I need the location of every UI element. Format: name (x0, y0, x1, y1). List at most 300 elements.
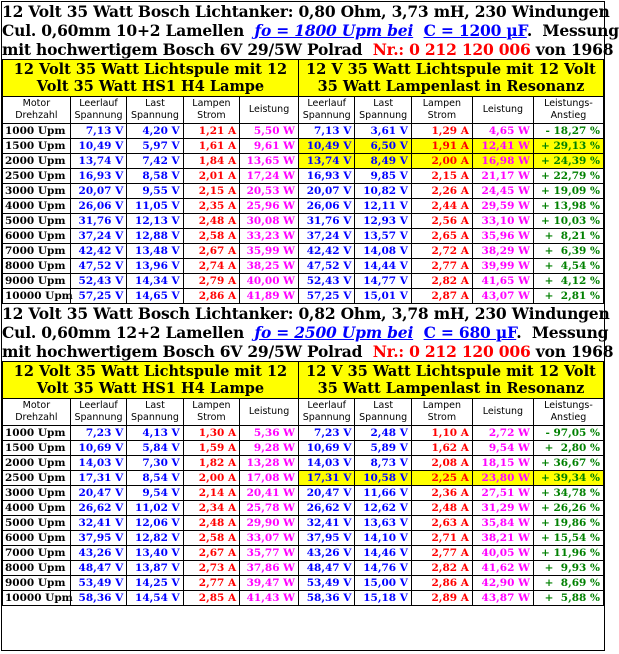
table-cell: 2000 Upm (3, 456, 71, 471)
table-cell: 2,82 A (411, 561, 472, 576)
table-cell: 3000 Upm (3, 486, 71, 501)
table-cell: 10,58 V (355, 471, 411, 486)
column-header: Last Spannung (127, 97, 183, 124)
table-row (3, 124, 604, 139)
setup-right-header: 12 V 35 Watt Lichtspule mit 12 Volt 35 Watt Lampenlast in Resonanz (298, 362, 603, 399)
table-cell: 2,34 A (183, 501, 239, 516)
table-cell: 57,25 V (70, 289, 126, 304)
table-cell: 18,15 W (472, 456, 533, 471)
column-header: Leerlauf Spannung (70, 399, 126, 426)
table-cell: + 4,54 % (533, 259, 603, 274)
table-row (3, 274, 604, 289)
table-cell: 1000 Upm (3, 426, 71, 441)
column-header: Last Spannung (355, 97, 411, 124)
title-line-2-suffix: . Messung (516, 323, 609, 342)
table-cell: 30,08 W (240, 214, 299, 229)
title-line-3-prefix: mit hochwertigem Bosch 6V 29/5W Polrad (2, 342, 373, 361)
table-cell: 53,49 V (298, 576, 354, 591)
column-header: Leistung (472, 97, 533, 124)
table-cell: 37,24 V (70, 229, 126, 244)
measurement-table (2, 59, 604, 304)
table-row (3, 486, 604, 501)
section-title (2, 2, 619, 59)
table-cell: + 6,39 % (533, 244, 603, 259)
table-cell: 4,65 W (472, 124, 533, 139)
table-cell: 21,17 W (472, 169, 533, 184)
table-cell: 2,08 A (411, 456, 472, 471)
table-cell: + 39,34 % (533, 471, 603, 486)
table-cell: 5,89 V (355, 441, 411, 456)
table-cell: 2,89 A (411, 591, 472, 606)
table-cell: 9,61 W (240, 139, 299, 154)
table-cell: 2,63 A (411, 516, 472, 531)
table-cell: 33,10 W (472, 214, 533, 229)
table-cell: + 22,79 % (533, 169, 603, 184)
part-number: Nr.: 0 212 120 006 (372, 40, 531, 59)
table-cell: 4,20 V (127, 124, 183, 139)
table-row (3, 214, 604, 229)
table-cell: 40,05 W (472, 546, 533, 561)
table-cell: 13,63 V (355, 516, 411, 531)
table-cell: 2,48 A (183, 214, 239, 229)
table-cell: 16,93 V (70, 169, 126, 184)
table-cell: 47,52 V (298, 259, 354, 274)
table-cell: + 5,88 % (533, 591, 603, 606)
title-line-3-prefix: mit hochwertigem Bosch 6V 29/5W Polrad (2, 40, 373, 59)
table-cell: 8,58 V (127, 169, 183, 184)
table-cell: 1,29 A (411, 124, 472, 139)
table-cell: 35,84 W (472, 516, 533, 531)
table-cell: 37,24 V (298, 229, 354, 244)
table-cell: 15,18 V (355, 591, 411, 606)
table-cell: 37,95 V (298, 531, 354, 546)
table-cell: 8,73 V (355, 456, 411, 471)
table-cell: 52,43 V (298, 274, 354, 289)
table-cell: 33,23 W (240, 229, 299, 244)
table-cell: 37,86 W (240, 561, 299, 576)
title-line-3 (2, 342, 614, 361)
column-header: Leistungs- Anstieg (533, 97, 603, 124)
table-cell: 20,47 V (298, 486, 354, 501)
table-cell: 31,29 W (472, 501, 533, 516)
table-cell: 10,69 V (70, 441, 126, 456)
table-cell: 4,13 V (127, 426, 183, 441)
table-row (3, 456, 604, 471)
table-cell: 2,86 A (183, 289, 239, 304)
table-cell: 10000 Upm (3, 289, 71, 304)
document-frame (1, 1, 619, 651)
table-cell: 39,99 W (472, 259, 533, 274)
title-line-2-suffix: . Messung (526, 21, 619, 40)
table-cell: 14,03 V (298, 456, 354, 471)
table-cell: 8000 Upm (3, 561, 71, 576)
table-cell: 39,47 W (240, 576, 299, 591)
table-row (3, 591, 604, 606)
table-cell: 53,49 V (70, 576, 126, 591)
table-cell: 2,01 A (183, 169, 239, 184)
column-header: Leistungs- Anstieg (533, 399, 603, 426)
table-cell: 4000 Upm (3, 199, 71, 214)
table-cell: 2,15 A (411, 169, 472, 184)
table-cell: 5000 Upm (3, 516, 71, 531)
column-header: Leerlauf Spannung (298, 399, 354, 426)
table-cell: 2000 Upm (3, 154, 71, 169)
table-cell: 12,82 V (127, 531, 183, 546)
table-row (3, 184, 604, 199)
table-cell: 20,07 V (70, 184, 126, 199)
table-cell: 14,25 V (127, 576, 183, 591)
table-cell: 9,54 W (472, 441, 533, 456)
table-cell: 16,93 V (298, 169, 354, 184)
table-cell: 11,02 V (127, 501, 183, 516)
table-cell: 2,73 A (183, 561, 239, 576)
table-cell: 43,87 W (472, 591, 533, 606)
table-row (3, 229, 604, 244)
column-header: Motor Drehzahl (3, 97, 71, 124)
table-cell: 1,91 A (411, 139, 472, 154)
table-cell: 8,49 V (355, 154, 411, 169)
table-cell: 17,31 V (298, 471, 354, 486)
table-cell: 10,49 V (298, 139, 354, 154)
table-cell: + 8,69 % (533, 576, 603, 591)
table-cell: 10000 Upm (3, 591, 71, 606)
table-cell: 26,62 V (298, 501, 354, 516)
table-cell: 20,47 V (70, 486, 126, 501)
setup-left-header: 12 Volt 35 Watt Lichtspule mit 12 Volt 35 Watt HS1 H4 Lampe (3, 60, 299, 97)
table-cell: 3000 Upm (3, 184, 71, 199)
table-cell: 5,50 W (240, 124, 299, 139)
table-cell: 4000 Upm (3, 501, 71, 516)
table-cell: 12,06 V (127, 516, 183, 531)
table-cell: 8,54 V (127, 471, 183, 486)
table-cell: + 2,80 % (533, 441, 603, 456)
setup-left-header: 12 Volt 35 Watt Lichtspule mit 12 Volt 35 Watt HS1 H4 Lampe (3, 362, 299, 399)
table-row (3, 471, 604, 486)
column-header-row (3, 97, 604, 124)
table-cell: + 13,98 % (533, 199, 603, 214)
table-cell: 6000 Upm (3, 531, 71, 546)
table-cell: 9,85 V (355, 169, 411, 184)
table-cell: 12,13 V (127, 214, 183, 229)
table-cell: 2,58 A (183, 229, 239, 244)
table-cell: 2,71 A (411, 531, 472, 546)
table-cell: 41,89 W (240, 289, 299, 304)
table-cell: 13,28 W (240, 456, 299, 471)
table-cell: 38,25 W (240, 259, 299, 274)
table-row (3, 199, 604, 214)
table-cell: 14,54 V (127, 591, 183, 606)
table-cell: 7,13 V (70, 124, 126, 139)
column-header: Lampen Strom (411, 97, 472, 124)
table-cell: 2500 Upm (3, 169, 71, 184)
part-number: Nr.: 0 212 120 006 (372, 342, 531, 361)
table-cell: 32,41 V (298, 516, 354, 531)
table-cell: 29,59 W (472, 199, 533, 214)
table-cell: 7,42 V (127, 154, 183, 169)
table-cell: 35,96 W (472, 229, 533, 244)
column-header: Lampen Strom (183, 399, 239, 426)
table-cell: + 34,78 % (533, 486, 603, 501)
table-cell: + 24,39 % (533, 154, 603, 169)
table-cell: 2,44 A (411, 199, 472, 214)
table-cell: 57,25 V (298, 289, 354, 304)
capacitor-value: C = 680 µF (423, 323, 517, 342)
table-cell: 12,88 V (127, 229, 183, 244)
title-line-1: 12 Volt 35 Watt Bosch Lichtanker: 0,80 Ohm, 3,73 mH, 230 Windungen (2, 2, 610, 21)
table-cell: 2,74 A (183, 259, 239, 274)
table-cell: 14,08 V (355, 244, 411, 259)
table-cell: 2500 Upm (3, 471, 71, 486)
table-cell: 5000 Upm (3, 214, 71, 229)
column-header: Lampen Strom (411, 399, 472, 426)
title-line-3-suffix: von 1968 (530, 342, 614, 361)
table-cell: 14,65 V (127, 289, 183, 304)
table-cell: 2,48 A (183, 516, 239, 531)
table-cell: 8000 Upm (3, 259, 71, 274)
table-cell: + 11,96 % (533, 546, 603, 561)
table-cell: + 4,12 % (533, 274, 603, 289)
table-cell: 1,82 A (183, 456, 239, 471)
table-cell: + 2,81 % (533, 289, 603, 304)
table-cell: 41,62 W (472, 561, 533, 576)
table-cell: 15,01 V (355, 289, 411, 304)
table-cell: 42,42 V (70, 244, 126, 259)
title-line-2-prefix: Cul. 0,60mm 12+2 Lamellen (2, 323, 255, 342)
table-cell: 1500 Upm (3, 139, 71, 154)
table-cell: 16,98 W (472, 154, 533, 169)
table-cell: 12,11 V (355, 199, 411, 214)
title-line-2-prefix: Cul. 0,60mm 10+2 Lamellen (2, 21, 255, 40)
spacer (413, 323, 423, 342)
setup-right-header: 12 V 35 Watt Lichtspule mit 12 Volt 35 Watt Lampenlast in Resonanz (298, 60, 603, 97)
table-cell: 37,95 V (70, 531, 126, 546)
table-cell: 9,54 V (127, 486, 183, 501)
column-header: Motor Drehzahl (3, 399, 71, 426)
table-row (3, 139, 604, 154)
table-cell: + 10,03 % (533, 214, 603, 229)
table-cell: 20,07 V (298, 184, 354, 199)
table-cell: 31,76 V (298, 214, 354, 229)
column-header: Leistung (472, 399, 533, 426)
table-cell: 26,62 V (70, 501, 126, 516)
table-cell: 5,36 W (240, 426, 299, 441)
table-cell: 7,23 V (70, 426, 126, 441)
table-cell: 9000 Upm (3, 576, 71, 591)
table-row (3, 516, 604, 531)
table-cell: - 18,27 % (533, 124, 603, 139)
table-cell: 2,14 A (183, 486, 239, 501)
table-cell: 2,00 A (183, 471, 239, 486)
table-cell: 2,15 A (183, 184, 239, 199)
table-row (3, 169, 604, 184)
table-cell: 43,26 V (298, 546, 354, 561)
table-cell: 29,90 W (240, 516, 299, 531)
title-line-3 (2, 40, 614, 59)
table-row (3, 154, 604, 169)
table-cell: 58,36 V (298, 591, 354, 606)
table-cell: 26,06 V (70, 199, 126, 214)
table-cell: 1,59 A (183, 441, 239, 456)
column-header-row (3, 399, 604, 426)
table-cell: + 9,93 % (533, 561, 603, 576)
table-cell: 35,77 W (240, 546, 299, 561)
table-cell: 13,74 V (298, 154, 354, 169)
table-cell: 41,65 W (472, 274, 533, 289)
table-cell: 17,08 W (240, 471, 299, 486)
table-cell: 12,93 V (355, 214, 411, 229)
table-cell: 6000 Upm (3, 229, 71, 244)
table-cell: 2,65 A (411, 229, 472, 244)
table-row (3, 531, 604, 546)
table-cell: + 36,67 % (533, 456, 603, 471)
table-cell: 14,03 V (70, 456, 126, 471)
column-header: Leerlauf Spannung (298, 97, 354, 124)
table-cell: 47,52 V (70, 259, 126, 274)
title-line-3-suffix: von 1968 (530, 40, 614, 59)
table-cell: 14,10 V (355, 531, 411, 546)
table-cell: 14,34 V (127, 274, 183, 289)
table-cell: 42,90 W (472, 576, 533, 591)
table-row (3, 426, 604, 441)
table-cell: 7,23 V (298, 426, 354, 441)
table-cell: 38,29 W (472, 244, 533, 259)
table-cell: 7,13 V (298, 124, 354, 139)
column-header: Last Spannung (127, 399, 183, 426)
table-cell: 13,96 V (127, 259, 183, 274)
table-cell: 24,45 W (472, 184, 533, 199)
table-cell: 2,82 A (411, 274, 472, 289)
table-cell: 13,40 V (127, 546, 183, 561)
table-cell: 17,31 V (70, 471, 126, 486)
table-row (3, 561, 604, 576)
table-cell: 48,47 V (70, 561, 126, 576)
table-cell: 1,10 A (411, 426, 472, 441)
table-cell: 9000 Upm (3, 274, 71, 289)
table-cell: 48,47 V (298, 561, 354, 576)
table-cell: + 15,54 % (533, 531, 603, 546)
table-cell: 5,84 V (127, 441, 183, 456)
table-row (3, 501, 604, 516)
table-cell: 2,72 A (411, 244, 472, 259)
table-cell: 20,41 W (240, 486, 299, 501)
table-cell: + 19,86 % (533, 516, 603, 531)
title-line-2 (2, 323, 609, 342)
table-cell: 2,35 A (183, 199, 239, 214)
table-cell: 2,36 A (411, 486, 472, 501)
table-cell: + 19,09 % (533, 184, 603, 199)
spacer (413, 21, 423, 40)
table-cell: 7000 Upm (3, 244, 71, 259)
table-cell: 7,30 V (127, 456, 183, 471)
table-cell: 25,78 W (240, 501, 299, 516)
title-line-2 (2, 21, 619, 40)
table-cell: 6,50 V (355, 139, 411, 154)
table-cell: 41,43 W (240, 591, 299, 606)
table-cell: 20,53 W (240, 184, 299, 199)
table-cell: 2,67 A (183, 546, 239, 561)
capacitor-value: C = 1200 µF (423, 21, 527, 40)
table-cell: 12,62 V (355, 501, 411, 516)
table-cell: 2,48 A (411, 501, 472, 516)
table-cell: 42,42 V (298, 244, 354, 259)
table-cell: 9,55 V (127, 184, 183, 199)
section-title (2, 304, 614, 361)
table-cell: 10,49 V (70, 139, 126, 154)
table-cell: 2,00 A (411, 154, 472, 169)
table-cell: 11,05 V (127, 199, 183, 214)
table-cell: 2,48 V (355, 426, 411, 441)
table-cell: 11,66 V (355, 486, 411, 501)
table-cell: 1,21 A (183, 124, 239, 139)
resonance-frequency: ƒo = 2500 Upm bei (254, 323, 414, 342)
table-cell: 2,56 A (411, 214, 472, 229)
table-cell: 2,77 A (411, 546, 472, 561)
table-cell: 14,76 V (355, 561, 411, 576)
table-cell: 1,62 A (411, 441, 472, 456)
table-cell: + 8,21 % (533, 229, 603, 244)
table-cell: 52,43 V (70, 274, 126, 289)
table-cell: 10,69 V (298, 441, 354, 456)
table-cell: 26,06 V (298, 199, 354, 214)
table-cell: 32,41 V (70, 516, 126, 531)
table-cell: - 97,05 % (533, 426, 603, 441)
table-cell: 25,96 W (240, 199, 299, 214)
setup-header-row (3, 60, 604, 97)
table-cell: 1,84 A (183, 154, 239, 169)
table-cell: 1000 Upm (3, 124, 71, 139)
table-row (3, 576, 604, 591)
table-cell: 14,44 V (355, 259, 411, 274)
setup-header-row (3, 362, 604, 399)
column-header: Leistung (240, 97, 299, 124)
table-cell: 58,36 V (70, 591, 126, 606)
table-cell: 2,25 A (411, 471, 472, 486)
table-cell: 1,61 A (183, 139, 239, 154)
table-cell: 10,82 V (355, 184, 411, 199)
table-cell: 1,30 A (183, 426, 239, 441)
table-cell: 13,74 V (70, 154, 126, 169)
table-cell: 2,67 A (183, 244, 239, 259)
table-cell: 5,97 V (127, 139, 183, 154)
table-cell: 35,99 W (240, 244, 299, 259)
table-cell: 33,07 W (240, 531, 299, 546)
table-cell: 2,77 A (411, 259, 472, 274)
table-cell: 2,85 A (183, 591, 239, 606)
table-cell: 31,76 V (70, 214, 126, 229)
table-cell: 2,77 A (183, 576, 239, 591)
table-cell: 43,26 V (70, 546, 126, 561)
table-cell: 3,61 V (355, 124, 411, 139)
table-cell: 13,48 V (127, 244, 183, 259)
table-cell: 14,46 V (355, 546, 411, 561)
table-row (3, 289, 604, 304)
column-header: Leistung (240, 399, 299, 426)
table-cell: 43,07 W (472, 289, 533, 304)
table-cell: 2,58 A (183, 531, 239, 546)
table-cell: 27,51 W (472, 486, 533, 501)
table-cell: 15,00 V (355, 576, 411, 591)
table-row (3, 244, 604, 259)
table-row (3, 546, 604, 561)
table-cell: 2,86 A (411, 576, 472, 591)
table-cell: 2,79 A (183, 274, 239, 289)
table-cell: 2,72 W (472, 426, 533, 441)
table-row (3, 259, 604, 274)
table-cell: 9,28 W (240, 441, 299, 456)
table-cell: + 29,13 % (533, 139, 603, 154)
measurement-table (2, 361, 604, 606)
table-row (3, 441, 604, 456)
